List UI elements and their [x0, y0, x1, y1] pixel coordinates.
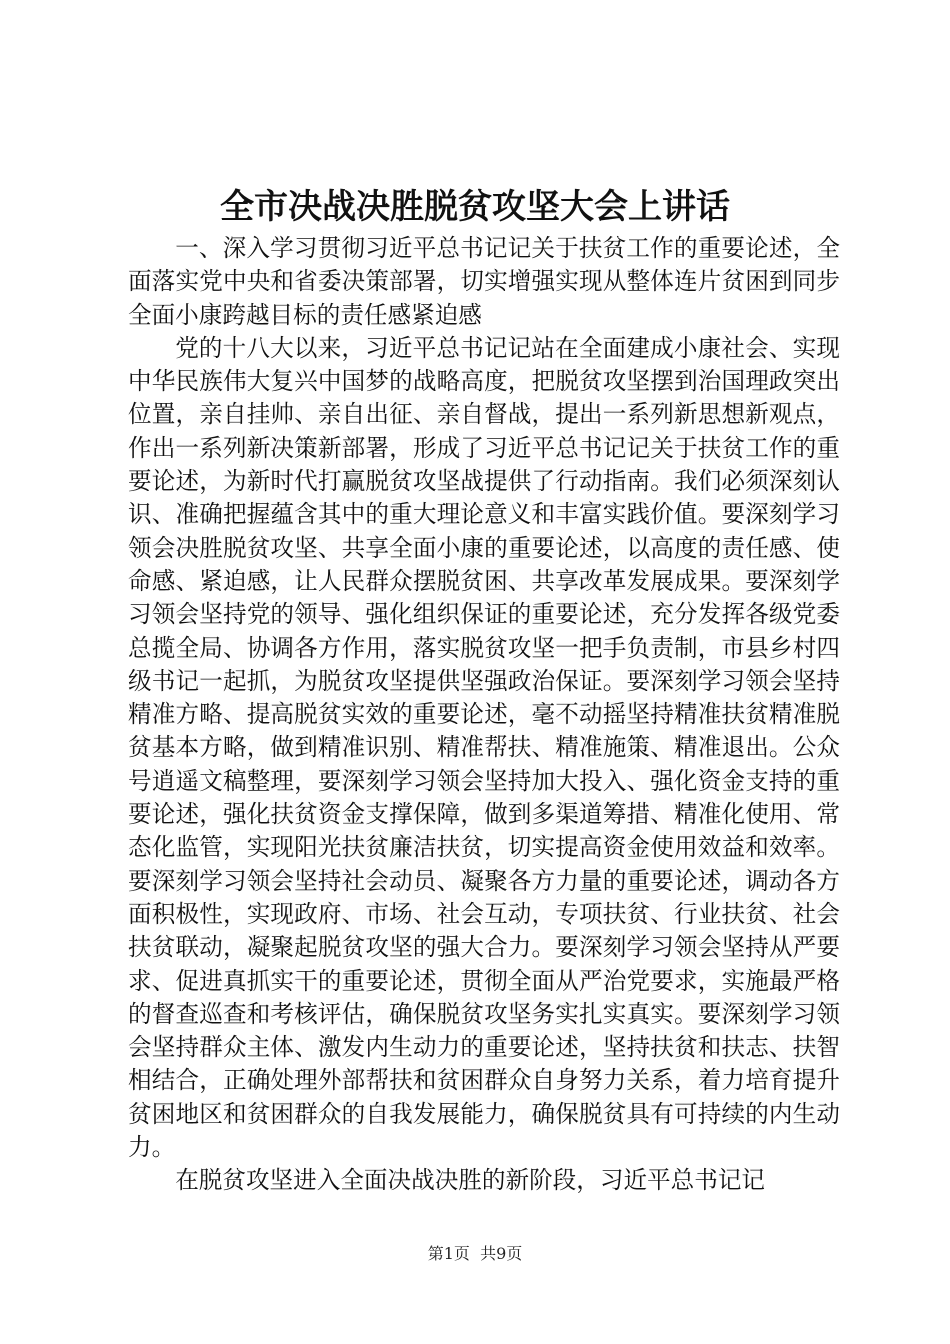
- page-number: 第1页 共9页: [427, 1244, 523, 1263]
- page-footer: [0, 1244, 950, 1264]
- paragraph-continuation: 在脱贫攻坚进入全面决战决胜的新阶段，习近平总书记记: [175, 1166, 766, 1195]
- document-title: 全市决战决胜脱贫攻坚大会上讲话: [220, 187, 730, 227]
- document-body: [128, 232, 840, 1198]
- paragraph-main: 党的十八大以来，习近平总书记记站在全面建成小康社会、实现中华民族伟大复兴中国梦的战略高度，把脱贫攻坚摆到治国理政突出位置，亲自挂帅、亲自出征、亲自督战，提出一系列新思想新观点，作出一系列新决策新部署，形成了习近平总书记记关于扶贫工作的重要论述，为新时代打赢脱贫攻坚战提供了行动指南。我们必须深刻认识、准确把握蕴含其中的重大理论意义和丰富实践价值。要深刻学习领会决胜脱贫攻坚、共享全面小康的重要论述，以高度的责任感、使命感、紧迫感，让人民群众摆脱贫困、共享改革发展成果。要深刻学习领会坚持党的领导、强化组织保证的重要论述，充分发挥各级党委总揽全局、协调各方作用，落实脱贫攻坚一把手负责制，市县乡村四级书记一起抓，为脱贫攻坚提供坚强政治保证。要深刻学习领会坚持精准方略、提高脱贫实效的重要论述，毫不动摇坚持精准扶贫精准脱贫基本方略，做到精准识别、精准帮扶、精准施策、精准退出。公众号逍遥文稿整理，要深刻学习领会坚持加大投入、强化资金支持的重要论述，强化扶贫资金支撑保障，做到多渠道筹措、精准化使用、常态化监管，实现阳光扶贫廉洁扶贫，切实提高资金使用效益和效率。要深刻学习领会坚持社会动员、凝聚各方力量的重要论述，调动各方面积极性，实现政府、市场、社会互动，专项扶贫、行业扶贫、社会扶贫联动，凝聚起脱贫攻坚的强大合力。要深刻学习领会坚持从严要求、促进真抓实干的重要论述，贯彻全面从严治党要求，实施最严格的督查巡查和考核评估，确保脱贫攻坚务实扎实真实。要深刻学习领会坚持群众主体、激发内生动力的重要论述，坚持扶贫和扶志、扶智相结合，正确处理外部帮扶和贫困群众自身努力关系，着力培育提升贫困地区和贫困群众的自我发展能力，确保脱贫具有可持续的内生动力。: [128, 333, 840, 1162]
- paragraph-heading: 一、深入学习贯彻习近平总书记记关于扶贫工作的重要论述，全面落实党中央和省委决策部署，切实增强实现从整体连片贫困到同步全面小康跨越目标的责任感紧迫感: [128, 234, 840, 329]
